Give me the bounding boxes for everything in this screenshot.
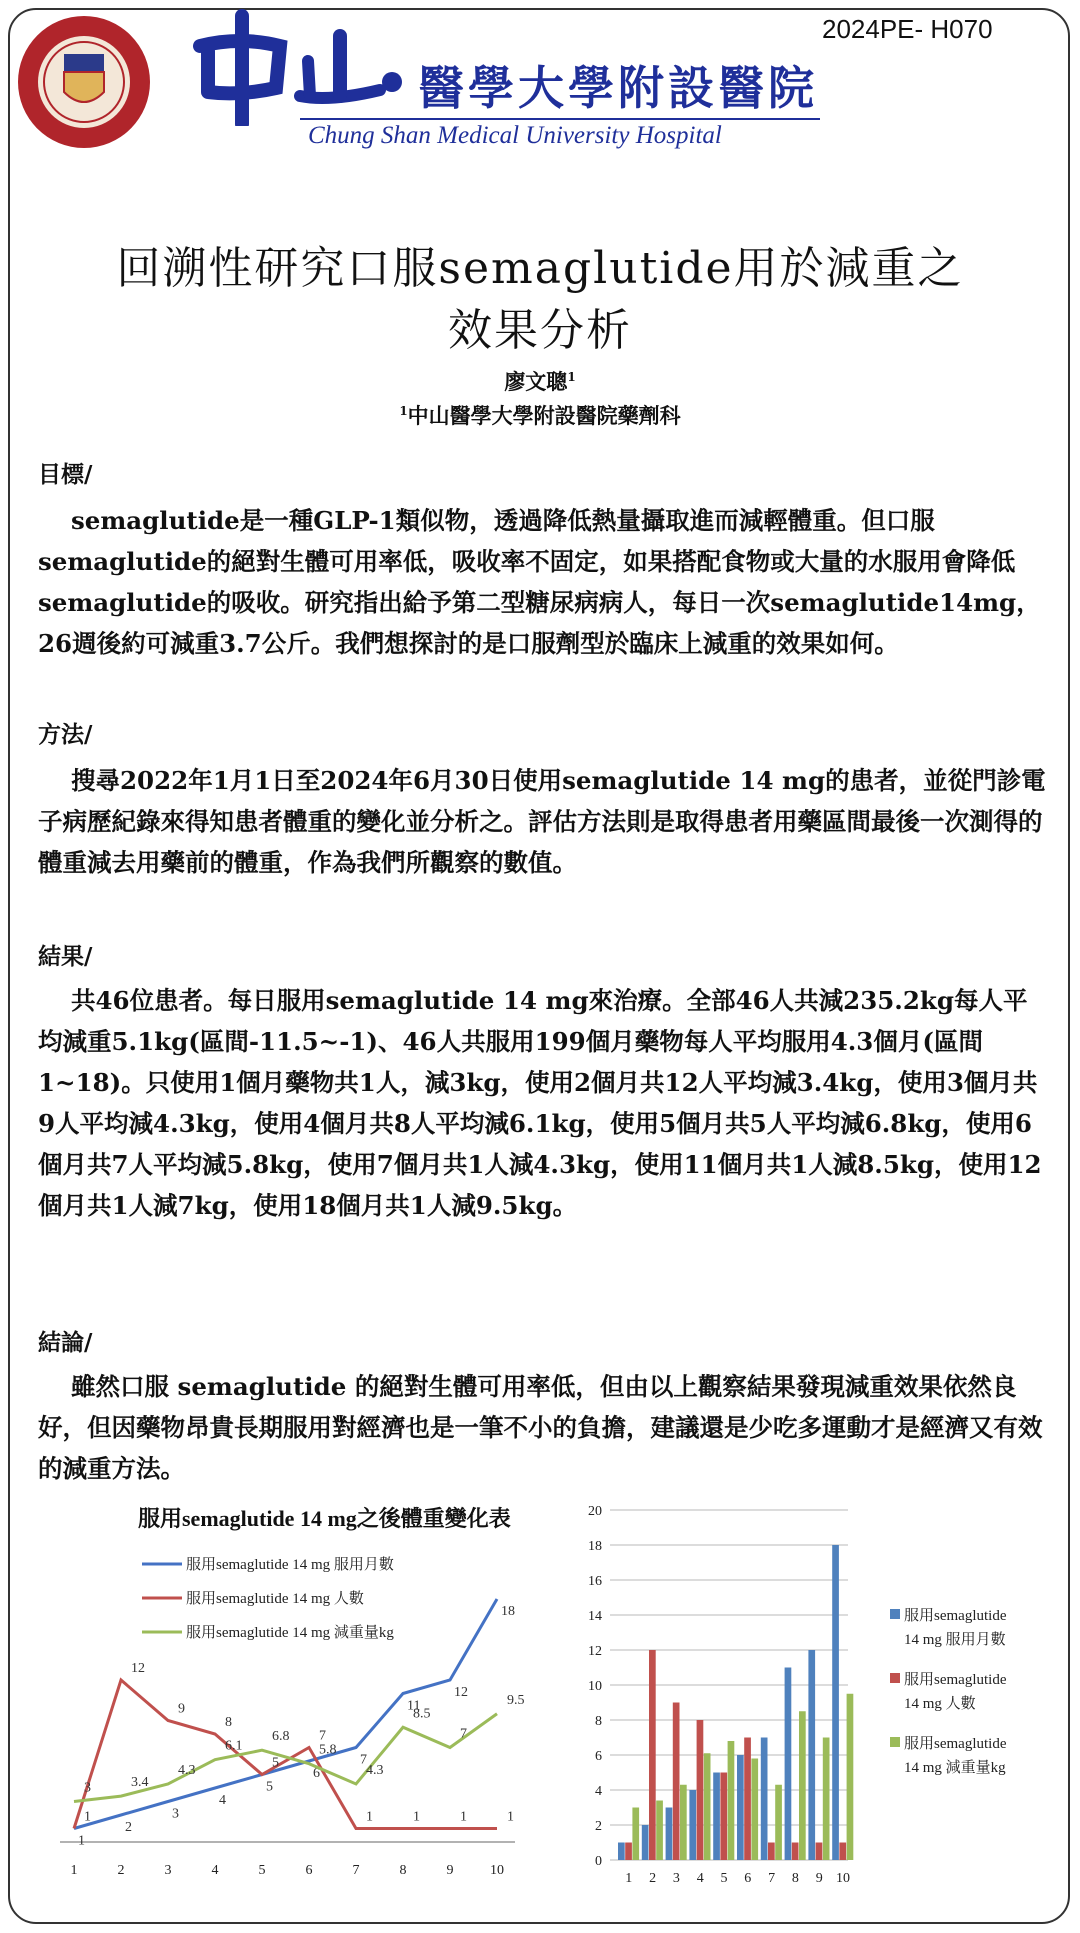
data-label: 4 [219,1793,226,1808]
author-sup: 1 [567,370,576,384]
x-tick-label: 1 [625,1871,633,1886]
bar [704,1753,711,1860]
data-label: 6 [313,1766,320,1781]
bar [775,1785,782,1860]
data-label: 4.3 [178,1762,196,1778]
legend-label: 14 mg 減重量kg [904,1760,1006,1776]
x-tick-label: 7 [768,1871,776,1886]
bar [792,1843,799,1861]
header-divider [300,118,820,120]
y-tick-label: 14 [588,1609,602,1624]
legend-label: 服用semaglutide [904,1672,1007,1688]
x-tick-label: 9 [815,1871,823,1886]
data-label: 8 [225,1715,232,1730]
bar [673,1703,680,1861]
data-label: 1 [507,1809,514,1825]
affiliation-text: 中山醫學大學附設醫院藥劑科 [407,403,681,428]
data-label: 7 [319,1728,326,1744]
bar [839,1843,846,1861]
x-tick-label: 4 [211,1863,219,1878]
legend-label: 服用semaglutide 14 mg 服用月數 [186,1557,394,1573]
y-tick-label: 4 [595,1784,602,1799]
x-tick-label: 6 [744,1871,752,1886]
x-tick-label: 2 [649,1871,657,1886]
bar [799,1711,806,1860]
y-tick-label: 18 [588,1539,602,1554]
university-seal-icon [14,12,154,152]
bar [744,1738,751,1861]
line-chart [40,1530,560,1890]
legend-swatch [890,1737,900,1747]
data-label: 5 [266,1779,273,1795]
legend-swatch [890,1673,900,1683]
x-tick-label: 10 [836,1871,850,1886]
y-tick-label: 10 [588,1679,602,1694]
bar [632,1808,639,1861]
data-label: 9 [178,1701,185,1717]
data-label: 18 [501,1604,515,1619]
legend-label: 服用semaglutide [904,1736,1007,1752]
title-line-2: 效果分析 [448,305,632,356]
data-label: 1 [460,1809,467,1825]
x-tick-label: 5 [258,1863,266,1878]
legend-label: 服用semaglutide 14 mg 人數 [186,1591,364,1607]
result-text: 共46位患者。每日服用semaglutide 14 mg來治療。全部46人共減235.2kg每人平均減重5.1kg(區間-11.5~-1)、46人共服用199個月藥物每人平均服用4.3個月(區間1~18)。只使用1個月藥物共1人，減3kg，使用2個月共12人平均減3.4kg，使用3個月共9人平均減4.3kg，使用4個月共8人平均減6.1kg，使用5個月共5人平均減6.8kg，使用6個月共7人平均減5.8kg，使用7個月共1人減4.3kg，使用11個月共1人減8.5kg，使用12個月共1人減7kg，使用18個月共1人減9.5kg。 [38,986,1042,1220]
bar [666,1808,673,1861]
legend-label: 服用semaglutide 14 mg 減重量kg [186,1625,394,1641]
legend-label: 14 mg 人數 [904,1696,976,1712]
hospital-logo-mark-icon [180,6,440,126]
bar [680,1785,687,1860]
x-tick-label: 8 [791,1871,799,1886]
bar [847,1694,854,1860]
data-label: 12 [454,1685,468,1700]
bar [656,1801,663,1861]
hospital-name-english: Chung Shan Medical University Hospital [308,122,722,149]
bar [816,1843,823,1861]
affiliation-sup: 1 [399,404,408,418]
legend-swatch [890,1609,900,1619]
x-tick-label: 5 [720,1871,728,1886]
x-tick-label: 4 [696,1871,704,1886]
bar [751,1759,758,1861]
data-label: 3 [84,1780,91,1796]
data-label: 3.4 [131,1775,149,1791]
x-tick-label: 8 [399,1863,407,1878]
x-tick-label: 9 [446,1863,454,1878]
data-label: 5.8 [319,1742,337,1758]
data-label: 1 [413,1809,420,1825]
y-tick-label: 16 [588,1574,602,1589]
y-tick-label: 2 [595,1819,602,1834]
affiliation [0,400,1080,430]
bar-chart [560,1500,1050,1900]
bar [720,1773,727,1861]
bar [728,1741,735,1860]
y-tick-label: 6 [595,1749,602,1764]
legend-label: 14 mg 服用月數 [904,1632,1006,1648]
y-tick-label: 12 [588,1644,602,1659]
conclusion-text: 雖然口服 semaglutide 的絕對生體可用率低，但由以上觀察結果發現減重效果依然良好，但因藥物昂貴長期服用對經濟也是一筆不小的負擔，建議還是少吃多運動才是經濟又有效的減重方法。 [38,1372,1043,1483]
bar [761,1738,768,1861]
bar [823,1738,830,1861]
paper-title [80,238,1000,362]
x-tick-label: 3 [672,1871,680,1886]
title-line-1: 回溯性研究口服semaglutide用於減重之 [116,243,964,294]
data-label: 5 [272,1755,279,1771]
author-name: 廖文聰 [504,369,568,394]
bar [618,1843,625,1861]
method-heading: 方法/ [38,721,93,748]
y-tick-label: 0 [595,1854,602,1869]
data-label: 1 [78,1833,85,1849]
y-tick-label: 8 [595,1714,602,1729]
y-tick-label: 20 [588,1504,602,1519]
x-tick-label: 3 [164,1863,172,1878]
result-heading: 結果/ [38,943,93,970]
x-tick-label: 6 [305,1863,313,1878]
line-chart-title: 服用semaglutide 14 mg之後體重變化表 [138,1506,511,1531]
objective-text: semaglutide是一種GLP-1類似物，透過降低熱量攝取進而減輕體重。但口服semaglutide的絕對生體可用率低，吸收率不固定，如果搭配食物或大量的水服用會降低semaglutide的吸收。研究指出給予第二型糖尿病病人，每日一次semaglutide14mg，26週後約可減重3.7公斤。我們想探討的是口服劑型於臨床上減重的效果如何。 [38,506,1041,658]
bar [689,1790,696,1860]
data-label: 11 [407,1698,421,1714]
data-label: 6.8 [272,1729,290,1745]
data-label: 1 [366,1809,373,1825]
author [0,366,1080,396]
data-label: 1 [84,1809,91,1825]
conclusion-heading: 結論/ [38,1329,93,1356]
data-label: 9.5 [507,1692,525,1708]
data-label: 3 [172,1806,179,1822]
poster-code: 2024PE- H070 [822,14,993,44]
method-text: 搜尋2022年1月1日至2024年6月30日使用semaglutide 14 mg的患者，並從門診電子病歷紀錄來得知患者體重的變化並分析之。評估方法則是取得患者用藥區間最後一次測得的體重減去用藥前的體重，作為我們所觀察的數值。 [38,766,1046,877]
data-label: 2 [125,1820,132,1835]
bar [808,1650,815,1860]
bar [697,1720,704,1860]
x-tick-label: 2 [117,1863,125,1878]
data-label: 8.5 [413,1706,431,1722]
bar [785,1668,792,1861]
bar [649,1650,656,1860]
x-tick-label: 10 [490,1863,504,1878]
hospital-name-chinese: 醫學大學附設醫院 [418,61,818,115]
bar [713,1773,720,1861]
data-label: 7 [360,1752,367,1768]
data-label: 12 [131,1661,145,1676]
x-tick-label: 1 [70,1863,78,1878]
legend-label: 服用semaglutide [904,1608,1007,1624]
data-label: 4.3 [366,1762,384,1778]
data-label: 6.1 [225,1738,243,1754]
bar [737,1755,744,1860]
bar [832,1545,839,1860]
bar [625,1843,632,1861]
bar [642,1825,649,1860]
bar [768,1843,775,1861]
x-tick-label: 7 [352,1863,360,1878]
objective-heading: 目標/ [38,461,93,488]
data-label: 7 [460,1726,467,1742]
series-line [74,1680,497,1829]
